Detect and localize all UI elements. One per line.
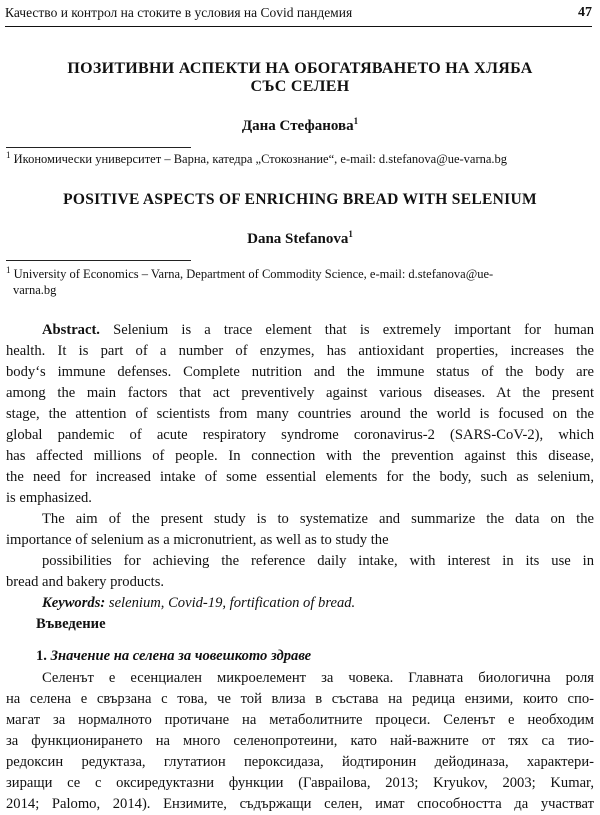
body-line: редоксин редуктаза, глутатион пероксидаза, йодтиронин дейодиназа, характери- [6, 754, 594, 770]
abstract-line: body‘s immune defenses. Complete nutrition and the immune status of the body are [6, 364, 594, 380]
abstract [6, 320, 594, 614]
footnote-text: Икономически университет – Варна, катедра „Стокознание“, e-mail: d.stefanova@ue-varna.bg [13, 152, 508, 166]
abstract-line: global pandemic of acute respiratory syndrome coronavirus-2 (SARS-CoV-2), which [6, 427, 594, 443]
subsection-heading [36, 648, 311, 665]
author-footnote-marker: 1 [353, 116, 359, 126]
footnote-english [6, 266, 594, 298]
abstract-line: the need for increased intake of some essential elements for the body, such as selenium, [6, 469, 594, 485]
body-line: на селена е свързана с това, че той влиза в състава на редица ензими, които спо- [6, 691, 594, 707]
footnote-line: $^1$ University of Economics – Varna, Department of Commodity Science, e-mail: d.stefanova@ue- [6, 264, 494, 281]
author-name: Dana Stefanova [247, 231, 349, 247]
abstract-label: Abstract. [42, 322, 100, 338]
abstract-line: stage, the attention of scientists from many countries around the world is focused on the [6, 406, 594, 422]
page-number: 47 [578, 5, 592, 20]
aim-line: bread and bakery products. [6, 574, 165, 590]
running-title: Качество и контрол на стоките в условия на Covid пандемия [5, 5, 353, 20]
footnote-rule [6, 147, 191, 148]
keywords-label: Keywords: [42, 595, 106, 611]
aim-line: The aim of the present study is to systematize and summarize the data on the [42, 511, 594, 527]
section-heading: Въведение [36, 616, 106, 632]
footnote-bulgarian [6, 149, 594, 167]
author-english [0, 231, 600, 248]
subsection-number: 1. [36, 648, 47, 664]
title-bulgarian-line2: СЪС СЕЛЕН [250, 78, 350, 95]
running-header [5, 0, 592, 27]
author-bulgarian [0, 118, 600, 135]
footnote-marker: 1 [6, 264, 11, 275]
subsection-title: Значение на селена за човешкото здраве [50, 648, 312, 664]
title-bulgarian [0, 60, 600, 96]
keywords: selenium, Covid-19, fortification of bread. [105, 595, 356, 611]
title-english: POSITIVE ASPECTS OF ENRICHING BREAD WITH SELENIUM [63, 191, 537, 208]
body-line: Селенът е есенциален микроелемент за човека. Главната биологична роля [42, 670, 594, 686]
body-line: за функционирането на много селенопротеини, като най-важните от тях са тио- [6, 733, 594, 749]
intro-paragraph [6, 668, 594, 815]
abstract-line: is emphasized. [6, 490, 92, 506]
footnote-rule [6, 260, 191, 261]
body-line: 2014; Palomo, 2014). Ензимите, съдържащи селен, имат способността да участват [6, 796, 594, 812]
aim-line: possibilities for achieving the reference daily intake, with interest in its use in [42, 553, 594, 569]
keywords-line [6, 593, 594, 614]
footnote-line: varna.bg [13, 283, 57, 297]
body-line: магат за нормалното протичане на метаболитните процеси. Селенът е необходим [6, 712, 594, 728]
abstract-line: has affected millions of people. In connection with the prevention against this disease, [6, 448, 594, 464]
abstract-line: Abstract. Selenium is a trace element that is extremely important for human [42, 322, 594, 338]
footnote-marker: 1 [6, 149, 11, 160]
abstract-line: among the main factors that act preventively against various diseases. At the present [6, 385, 594, 401]
title-bulgarian-line1: ПОЗИТИВНИ АСПЕКТИ НА ОБОГАТЯВАНЕТО НА ХЛЯБА [67, 60, 533, 77]
abstract-line: health. It is part of a number of enzymes, has antioxidant properties, increases the [6, 343, 594, 359]
author-footnote-marker: 1 [348, 229, 353, 239]
author-name: Дана Стефанова [241, 118, 354, 134]
aim-line: importance of selenium as a micronutrient, as well as to study the [6, 532, 389, 548]
body-line: зиращи се с оксиредуктазни функции (Гаврailова, 2013; Kryukov, 2003; Kumar, [6, 775, 594, 791]
